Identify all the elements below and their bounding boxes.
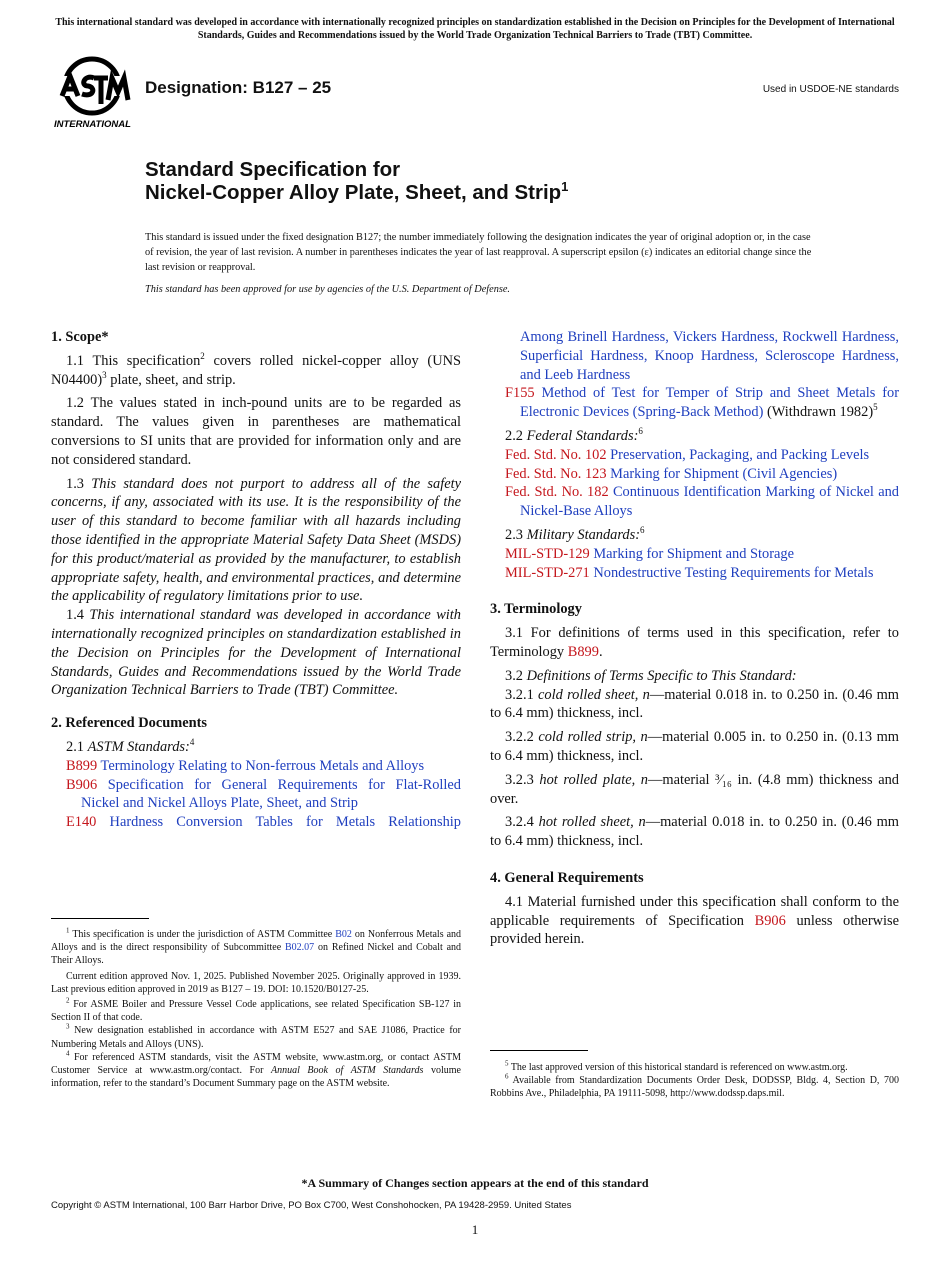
ref-code-fed-102[interactable]: Fed. Std. No. 102	[505, 446, 607, 463]
def-3-2-1: 3.2.1 cold rolled sheet, n—material 0.018 in. to 0.250 in. (0.46 mm to 6.4 mm) thickness, incl.	[490, 686, 899, 722]
ref-title-b906[interactable]: Specification for General Requirements for Flat-Rolled Nickel and Nickel Alloys Plate, Sheet, and Strip	[81, 776, 461, 812]
ref-title-fed-182[interactable]: Continuous Identification Marking of Nickel and Nickel-Base Alloys	[520, 484, 899, 520]
title-line-2-text: Nickel-Copper Alloy Plate, Sheet, and Strip	[145, 181, 562, 204]
section-heading-referenced: 2. Referenced Documents	[51, 715, 207, 732]
subcommittee-link-b02-07[interactable]: B02.07	[284, 942, 315, 954]
logo-text: INTERNATIONAL	[54, 119, 131, 130]
footnote-5: $^5$ The last approved version of this historical standard is referenced on www.astm.org.	[505, 1059, 848, 1073]
ref-code-e140[interactable]: E140	[66, 814, 97, 831]
footnotes-right	[490, 1061, 899, 1101]
footnote-ref-2[interactable]: 2	[200, 351, 205, 361]
para-3-2: 3.2 Definitions of Terms Specific to This Standard:	[505, 667, 797, 684]
ref-e140-continued[interactable]: Among Brinell Hardness, Vickers Hardness, Rockwell Hardness, Superficial Hardness, Knoop Hardness, Scleroscope Hardness, and Leeb Hardness	[520, 329, 899, 383]
top-notice: This international standard was developed in accordance with internationally recognized principles on standardization established in the Decision on Principles for the Development of International Standards, Guides and Recommendations issued by the World Trade Organization Technical Barriers to Trade (TBT) Committee.	[55, 17, 895, 41]
ref-fed-182[interactable]	[505, 483, 899, 521]
ref-title-mil-271[interactable]: Nondestructive Testing Requirements for Metals	[593, 564, 874, 581]
issuance-statement: This standard is issued under the fixed designation B127; the number immediately following the designation indicates the year of original adoption or, in the case of revision, the year of last revision. A number in parentheses indicates the year of last reapproval. A superscript epsilon (ε) indicates an editorial change since the last revision or reapproval.	[145, 232, 812, 273]
footnote-4: $^4$ For referenced ASTM standards, visit the ASTM website, www.astm.org, or contact ASTM Customer Service at www.astm.org/contact. For Annual Book of ASTM Standards volume information, refer to the standard’s Document Summary page on the ASTM website.	[51, 1049, 462, 1090]
ref-f155[interactable]: F155 Method of Test for Temper of Strip and Sheet Metals for Electronic Devices (Spring-Back Method) (Withdrawn 1982)$^5$	[505, 385, 899, 421]
section-heading-general: 4. General Requirements	[490, 869, 644, 886]
ref-link-b906[interactable]: B906	[754, 912, 786, 929]
footnote-1: $^1$ This specification is under the jurisdiction of ASTM Committee B02 on Nonferrous Metals and Alloys and is the direct responsibility of Subcommittee B02.07 on Refined Nickel and Cobalt and Their Alloys.	[51, 926, 462, 967]
ref-link-b899[interactable]: B899	[567, 643, 599, 660]
ref-title-mil-129[interactable]: Marking for Shipment and Storage	[593, 545, 794, 562]
ref-title-fed-123[interactable]: Marking for Shipment (Civil Agencies)	[610, 465, 838, 482]
ref-code-mil-271[interactable]: MIL-STD-271	[505, 564, 590, 581]
ref-code-b906[interactable]: B906	[66, 776, 98, 793]
para-1-3: 1.3 This standard does not purport to address all of the safety concerns, if any, associated with its use. It is the responsibility of the user of this standard to become familiar with all hazards including those identified in the appropriate Material Safety Data Sheet (MSDS) for this product/material as provided by the manufacturer, to establish appropriate safety, health, and environmental practices, and determine the applicability of regulatory limitations prior to use.	[51, 475, 461, 605]
footnote-divider-left	[51, 918, 149, 919]
ref-code-f155[interactable]: F155	[505, 385, 535, 402]
para-1-4: 1.4 This international standard was developed in accordance with internationally recognized principles on standardization established in the Decision on Principles for the Development of International Standards, Guides and Recommendations issued by the World Trade Organization Technical Barriers to Trade (TBT) Committee.	[51, 607, 461, 699]
footnote-ref-6a[interactable]: 6	[638, 426, 643, 437]
astm-logo	[54, 56, 134, 130]
para-3-1: 3.1 For definitions of terms used in this specification, refer to Terminology B899.	[490, 625, 899, 660]
committee-link-b02[interactable]: B02	[335, 929, 352, 940]
footnote-2: $^2$ For ASME Boiler and Pressure Vessel Code applications, see related Specification SB-127 in Section II of that code.	[51, 996, 461, 1024]
ref-code-fed-123[interactable]: Fed. Std. No. 123	[505, 465, 607, 482]
footnote-ref-5[interactable]: 5	[873, 402, 878, 413]
ref-e140[interactable]	[66, 813, 461, 832]
ref-mil-129[interactable]	[505, 545, 899, 564]
def-3-2-2: 3.2.2 cold rolled strip, n—material 0.005 in. to 0.250 in. (0.13 mm to 6.4 mm) thickness, incl.	[490, 729, 899, 764]
left-column	[51, 328, 461, 832]
ref-title-fed-102[interactable]: Preservation, Packaging, and Packing Levels	[610, 446, 870, 463]
section-heading-terminology: 3. Terminology	[490, 601, 582, 618]
footnote-6: $^6$ Available from Standardization Documents Order Desk, DODSSP, Bldg. 4, Section D, 700 Robbins Ave., Philadelphia, PA 19111-5098, http://www.dodssp.daps.mil.	[490, 1072, 899, 1100]
section-heading-scope: 1. Scope*	[51, 329, 109, 345]
ref-b906[interactable]	[66, 776, 461, 814]
footnote-divider-right	[490, 1050, 588, 1051]
used-in-label: Used in USDOE-NE standards	[762, 84, 899, 95]
para-4-1: 4.1 Material furnished under this specification shall conform to the applicable requirements of Specification B906 unless otherwise provided herein.	[490, 893, 899, 948]
para-1-2: 1.2 The values stated in inch-pound units are to be regarded as standard. The values given in parentheses are mathematical conversions to SI units that are provided for information only and are not considered standard.	[51, 395, 461, 468]
ref-title-b899[interactable]: Terminology Relating to Non-ferrous Metals and Alloys	[100, 757, 425, 774]
para-2-3: 2.3 Military Standards:$^6$	[505, 525, 645, 543]
summary-of-changes-note: *A Summary of Changes section appears at the end of this standard	[301, 1176, 649, 1190]
title-line-2	[145, 181, 568, 204]
ref-fed-123[interactable]	[505, 465, 899, 484]
document-title	[145, 158, 568, 204]
footnotes-left	[51, 928, 461, 1090]
ref-b899[interactable]	[66, 757, 461, 776]
ref-title-e140[interactable]: Hardness Conversion Tables for Metals Relationship	[109, 814, 461, 831]
designation: Designation: B127 – 25	[145, 78, 332, 97]
ref-code-mil-129[interactable]: MIL-STD-129	[505, 545, 590, 562]
para-2-1: 2.1 ASTM Standards:$^4$	[66, 737, 195, 755]
dod-approval-note: This standard has been approved for use by agencies of the U.S. Department of Defense.	[145, 284, 511, 295]
def-3-2-4: 3.2.4 hot rolled sheet, n—material 0.018 in. to 0.250 in. (0.46 mm to 6.4 mm) thickness, incl.	[490, 814, 899, 850]
ref-code-b899[interactable]: B899	[66, 757, 98, 774]
page-number: 1	[471, 1222, 479, 1237]
para-1-1: 1.1 This specification$^2$ covers rolled nickel-copper alloy (UNS N04400)$^3$ plate, sheet, and strip.	[51, 351, 461, 388]
def-3-2-3: 3.2.3 hot rolled plate, n—material ³⁄₁₆ in. (4.8 mm) thickness and over.	[490, 771, 899, 807]
footnote-ref-4[interactable]: 4	[189, 737, 195, 748]
ref-fed-102[interactable]	[505, 446, 899, 465]
footnote-ref-3[interactable]: 3	[102, 369, 107, 380]
ref-mil-271[interactable]	[505, 564, 899, 583]
footnote-1-edition: Current edition approved Nov. 1, 2025. Published November 2025. Originally approved in 1939. Last previous edition approved in 2019 as B127 – 19. DOI: 10.1520/B0127-25.	[51, 970, 461, 995]
footnote-ref-6b[interactable]: 6	[640, 525, 645, 536]
ref-code-fed-182[interactable]: Fed. Std. No. 182	[505, 484, 609, 501]
ref-title-f155[interactable]: Method of Test for Temper of Strip and Sheet Metals for Electronic Devices (Spring-Back Method)	[520, 385, 899, 421]
title-footnote-ref[interactable]: 1	[561, 179, 569, 195]
footnote-3: $^3$ New designation established in accordance with ASTM E527 and SAE J1086, Practice for Numbering Metals and Alloys (UNS).	[51, 1023, 461, 1050]
copyright-line: Copyright © ASTM International, 100 Barr Harbor Drive, PO Box C700, West Conshohocken, PA 19428-2959. United States	[51, 1200, 572, 1211]
right-column	[490, 328, 899, 949]
para-2-2: 2.2 Federal Standards:$^6$	[505, 426, 643, 444]
title-line-1: Standard Specification for	[145, 158, 401, 181]
